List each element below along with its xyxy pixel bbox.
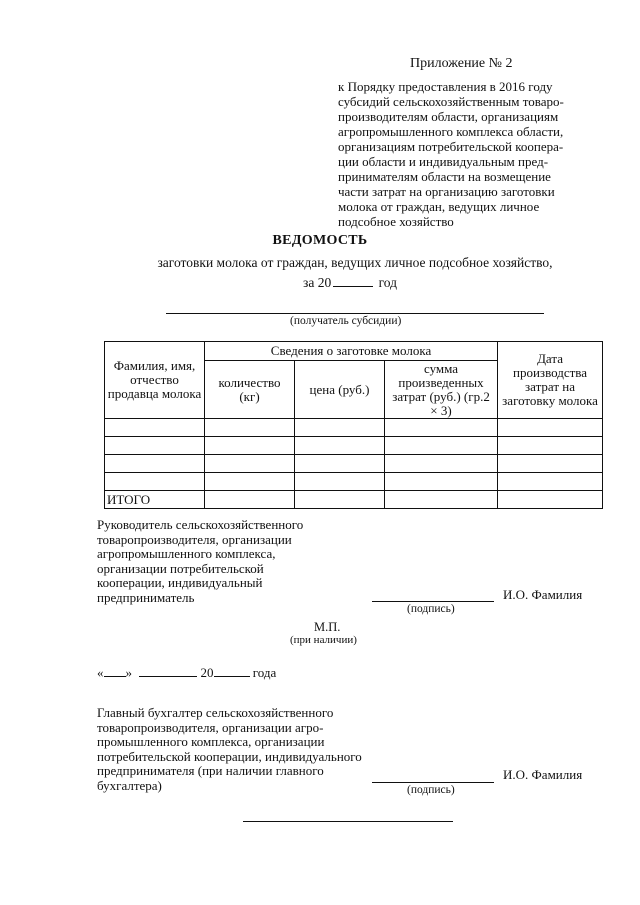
date-open-quote: « [97,665,104,680]
seal-caption: (при наличии) [290,634,357,646]
table-cell[interactable] [295,491,385,509]
table-cell[interactable] [295,473,385,491]
accountant-name: И.О. Фамилия [503,767,583,782]
head-name: И.О. Фамилия [503,587,583,602]
header-total-cost: сумма произведенных затрат (руб.) (гр.2 × 3) [385,361,498,419]
document-title: ВЕДОМОСТЬ [272,233,368,248]
table-row [105,437,603,455]
table-cell[interactable] [205,473,295,491]
table-cell[interactable] [385,437,498,455]
header-date: Дата производства затрат на заготовку молока [498,342,603,419]
table-cell[interactable] [498,419,603,437]
table-cell[interactable] [295,455,385,473]
period-year-blank[interactable] [333,274,373,287]
head-signature-caption: (подпись) [407,603,455,615]
table-cell[interactable] [105,419,205,437]
table-cell[interactable] [205,437,295,455]
period-line [303,274,397,291]
table-cell[interactable] [105,473,205,491]
recipient-caption: (получатель субсидии) [290,315,402,327]
table-cell[interactable] [205,455,295,473]
appendix-text: к Порядку предоставления в 2016 году субсидий сельскохозяйственным товаро- производителям области, организациям агропромышленного комплекса области, организациям потребительской коопера- ции области и индивидуальным пред- принимателям области на возмещение части затрат на организацию заготовки молока от граждан, ведущих личное подсобное хозяйство [338,79,564,229]
table-row [105,455,603,473]
table-row [105,419,603,437]
date-day-blank[interactable] [104,664,126,677]
seal-label: М.П. [314,620,341,634]
table-cell[interactable] [385,419,498,437]
period-suffix: год [378,275,398,290]
table-cell[interactable] [385,473,498,491]
accountant-signature-field[interactable] [372,782,494,783]
appendix-title: Приложение № 2 [410,56,513,71]
header-seller-name: Фамилия, имя, отчество продавца молока [105,342,205,419]
date-month-blank[interactable] [139,664,197,677]
accountant-signatory-text: Главный бухгалтер сельскохозяйственного товаропроизводителя, организации агро- промышленного комплекса, организации потребительской кооперации, индивидуального предпринимателя (при наличии главного бухгалтера) [97,705,362,793]
table-row [105,473,603,491]
table-cell[interactable] [385,491,498,509]
date-close-quote: » [125,665,132,680]
table-cell[interactable] [498,455,603,473]
table-cell[interactable] [498,473,603,491]
date-suffix: года [252,665,277,680]
header-price: цена (руб.) [295,361,385,419]
table-cell[interactable] [205,419,295,437]
document-subtitle: заготовки молока от граждан, ведущих личное подсобное хозяйство, [157,255,553,270]
date-year-blank[interactable] [214,664,250,677]
total-row [105,491,603,509]
table-cell[interactable] [105,437,205,455]
recipient-field[interactable] [166,313,544,314]
table-cell[interactable] [498,491,603,509]
table-cell[interactable] [205,491,295,509]
footer-divider [243,821,453,822]
total-label: ИТОГО [105,491,205,509]
date-line [97,664,276,681]
head-signature-field[interactable] [372,601,494,602]
table-cell[interactable] [498,437,603,455]
accountant-signature-caption: (подпись) [407,784,455,796]
date-year-prefix: 20 [200,665,214,680]
header-procurement-group: Сведения о заготовке молока [205,342,498,361]
period-prefix: за 20 [303,275,332,290]
head-signatory-text: Руководитель сельскохозяйственного товаропроизводителя, организации агропромышленного комплекса, организации потребительской кооперации, индивидуальный предприниматель [97,517,304,605]
milk-procurement-table [104,341,603,509]
table-cell[interactable] [105,455,205,473]
table-cell[interactable] [385,455,498,473]
table-cell[interactable] [295,437,385,455]
header-quantity: количество (кг) [205,361,295,419]
table-cell[interactable] [295,419,385,437]
